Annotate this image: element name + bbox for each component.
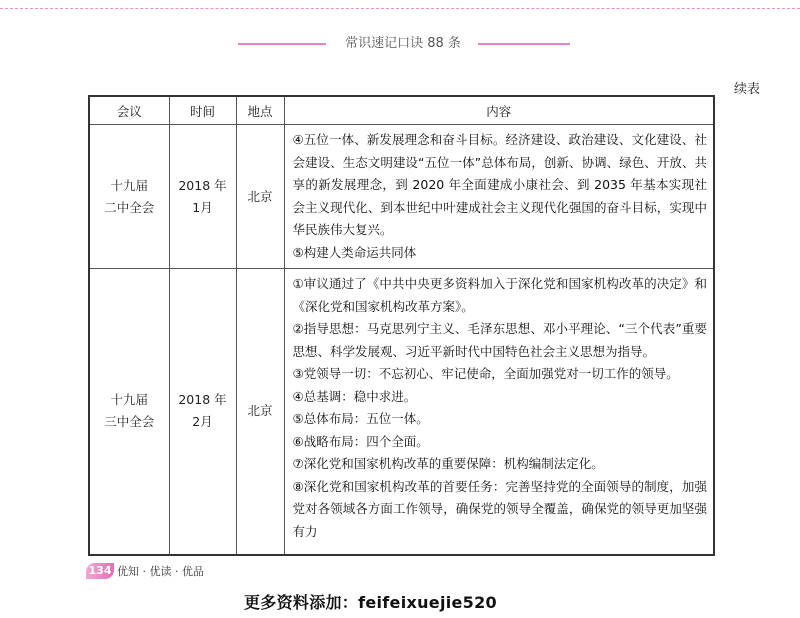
time-year: 2018 年 — [178, 392, 227, 408]
content-item: ⑥战略布局：四个全面。 — [292, 433, 429, 449]
time-cell — [169, 269, 236, 555]
header-rule-left — [238, 43, 326, 45]
meeting-name-line2: 二中全会 — [104, 199, 155, 215]
meeting-table — [88, 95, 715, 556]
meeting-cell — [89, 269, 169, 555]
time-cell — [169, 125, 236, 269]
content-item: ③党领导一切：不忘初心、牢记使命，全面加强党对一切工作的领导。 — [292, 366, 679, 381]
content-item: ⑤总体布局：五位一体。 — [292, 411, 429, 426]
place-cell: 北京 — [236, 269, 284, 555]
promo-text: 更多资料添加：feifeixuejie520 — [244, 593, 497, 612]
time-month: 1月 — [192, 199, 213, 215]
table-header-row — [89, 96, 714, 125]
header-rule-right — [478, 43, 570, 45]
content-item: ④总基调：稳中求进。 — [292, 388, 417, 404]
time-month: 2月 — [192, 414, 213, 430]
table-row — [89, 269, 714, 555]
page-footer — [86, 563, 204, 579]
page-header — [0, 30, 800, 54]
page-number-badge: 134 — [86, 563, 114, 579]
top-dashed-border — [0, 8, 800, 9]
place-cell: 北京 — [236, 125, 284, 269]
continued-label: 续表 — [733, 82, 760, 97]
content-cell — [284, 269, 714, 555]
header-time: 时间 — [169, 96, 236, 125]
meeting-name-line1: 十九届 — [110, 392, 148, 408]
page-title: 常识速记口诀 88 条 — [345, 36, 461, 51]
content-cell — [284, 125, 714, 269]
header-content: 内容 — [284, 96, 714, 125]
content-item: ④五位一体、新发展理念和奋斗目标。经济建设、政治建设、文化建设、社会建设、生态文明建设“五位一体”总体布局，创新、协调、绿色、开放、共享的新发展理念，到 2020 年全面建成小康社会、到 2035 年基本实现社会主义现代化、到本世纪中叶建成社会主义现代化强国的奋斗目标，实现中华民族伟大复兴。 — [292, 132, 707, 237]
content-item: ⑧深化党和国家机构改革的首要任务：完善坚持党的全面领导的制度，加强党对各领域各方面工作领导，确保党的领导全覆盖，确保党的领导更加坚强有力 — [292, 478, 707, 539]
meeting-name-line1: 十九届 — [110, 177, 148, 193]
meeting-cell — [89, 125, 169, 269]
time-year: 2018 年 — [178, 177, 227, 193]
table-row — [89, 125, 714, 269]
meeting-name-line2: 三中全会 — [104, 414, 155, 430]
content-item: ⑦深化党和国家机构改革的重要保障：机构编制法定化。 — [292, 456, 604, 471]
header-meeting: 会议 — [89, 96, 169, 125]
footer-slogan: 优知 · 优读 · 优品 — [117, 565, 204, 578]
content-item: ②指导思想：马克思列宁主义、毛泽东思想、邓小平理论、“三个代表”重要思想、科学发展观、习近平新时代中国特色社会主义思想为指导。 — [292, 321, 707, 359]
content-item: ⑤构建人类命运共同体 — [292, 244, 417, 260]
content-item: ①审议通过了《中共中央更多资料加入于深化党和国家机构改革的决定》和《深化党和国家机构改革方案》。 — [292, 276, 707, 314]
header-place: 地点 — [236, 96, 284, 125]
